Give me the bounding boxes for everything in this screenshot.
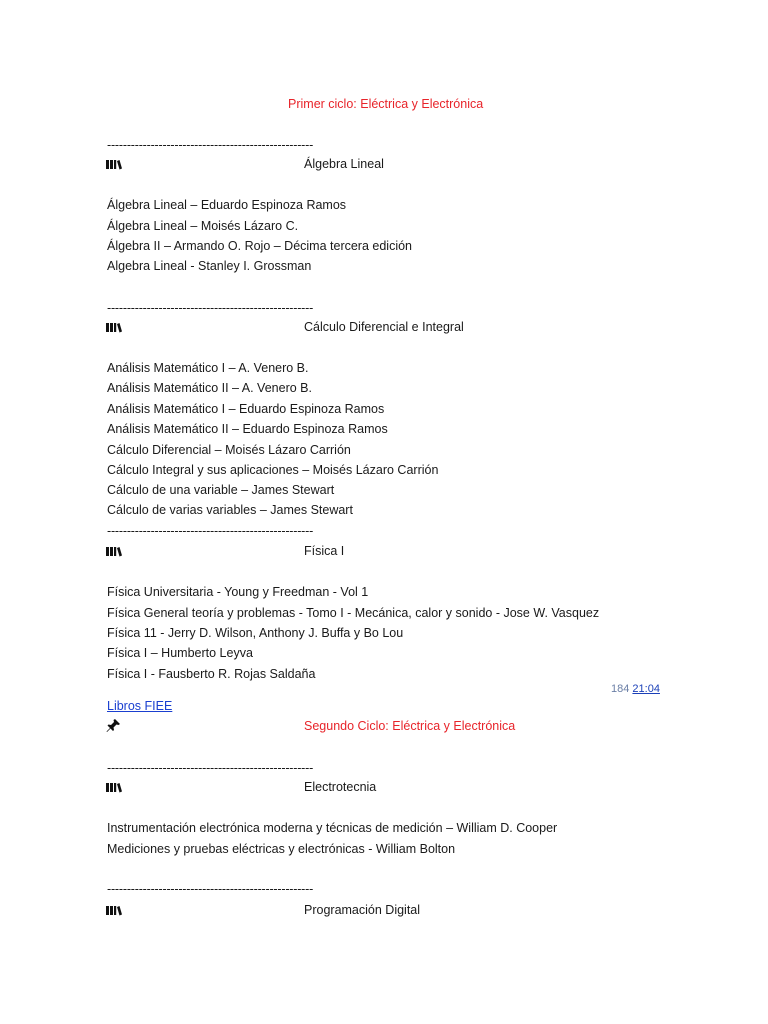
second-cycle-title: Segundo Ciclo: Eléctrica y Electrónica xyxy=(304,719,516,733)
section-heading: Programación Digital xyxy=(304,903,421,917)
list-item: Física General teoría y problemas - Tomo I - Mecánica, calor y sonido - Jose W. Vasquez xyxy=(107,606,600,620)
list-item: Cálculo Diferencial – Moisés Lázaro Carrión xyxy=(107,443,351,457)
list-item: Álgebra II – Armando O. Rojo – Décima tercera edición xyxy=(107,239,413,253)
list-item: Instrumentación electrónica moderna y técnicas de medición – William D. Cooper xyxy=(107,821,558,835)
list-item: Análisis Matemático II – A. Venero B. xyxy=(107,381,312,395)
separator: ---------------------------------------------------- xyxy=(107,138,314,152)
books-icon xyxy=(106,544,122,558)
books-icon xyxy=(106,320,122,334)
list-item: Análisis Matemático I – Eduardo Espinoza Ramos xyxy=(107,402,385,416)
list-item: Análisis Matemático I – A. Venero B. xyxy=(107,361,309,375)
list-item: Álgebra Lineal – Moisés Lázaro C. xyxy=(107,219,299,233)
separator: ---------------------------------------------------- xyxy=(107,882,314,896)
list-item: Física I - Fausberto R. Rojas Saldaña xyxy=(107,667,316,681)
section-heading: Cálculo Diferencial e Integral xyxy=(304,320,464,334)
list-item: Cálculo de varias variables – James Stewart xyxy=(107,503,353,517)
list-item: Análisis Matemático II – Eduardo Espinoza Ramos xyxy=(107,422,388,436)
list-item: Física Universitaria - Young y Freedman - Vol 1 xyxy=(107,585,369,599)
separator: ---------------------------------------------------- xyxy=(107,761,314,775)
post-meta xyxy=(611,681,660,697)
view-count: 184 xyxy=(611,683,630,695)
books-icon xyxy=(106,157,122,171)
list-item: Física I – Humberto Leyva xyxy=(107,646,253,660)
section-heading: Electrotecnia xyxy=(304,780,377,794)
section-heading: Física I xyxy=(304,544,345,558)
section-heading: Álgebra Lineal xyxy=(304,157,384,171)
pushpin-icon xyxy=(106,719,122,733)
page-title: Primer ciclo: Eléctrica y Electrónica xyxy=(288,97,484,111)
post-time-link[interactable]: 21:04 xyxy=(632,683,660,695)
list-item: Mediciones y pruebas eléctricas y electrónicas - William Bolton xyxy=(107,842,456,856)
books-icon xyxy=(106,780,122,794)
list-item: Física 11 - Jerry D. Wilson, Anthony J. Buffa y Bo Lou xyxy=(107,626,404,640)
books-icon xyxy=(106,903,122,917)
list-item: Cálculo de una variable – James Stewart xyxy=(107,483,335,497)
separator: ---------------------------------------------------- xyxy=(107,301,314,315)
list-item: Algebra Lineal - Stanley I. Grossman xyxy=(107,259,312,273)
blog-link[interactable]: Libros FIEE xyxy=(107,699,173,713)
separator: ---------------------------------------------------- xyxy=(107,524,314,538)
list-item: Álgebra Lineal – Eduardo Espinoza Ramos xyxy=(107,198,347,212)
list-item: Cálculo Integral y sus aplicaciones – Moisés Lázaro Carrión xyxy=(107,463,439,477)
